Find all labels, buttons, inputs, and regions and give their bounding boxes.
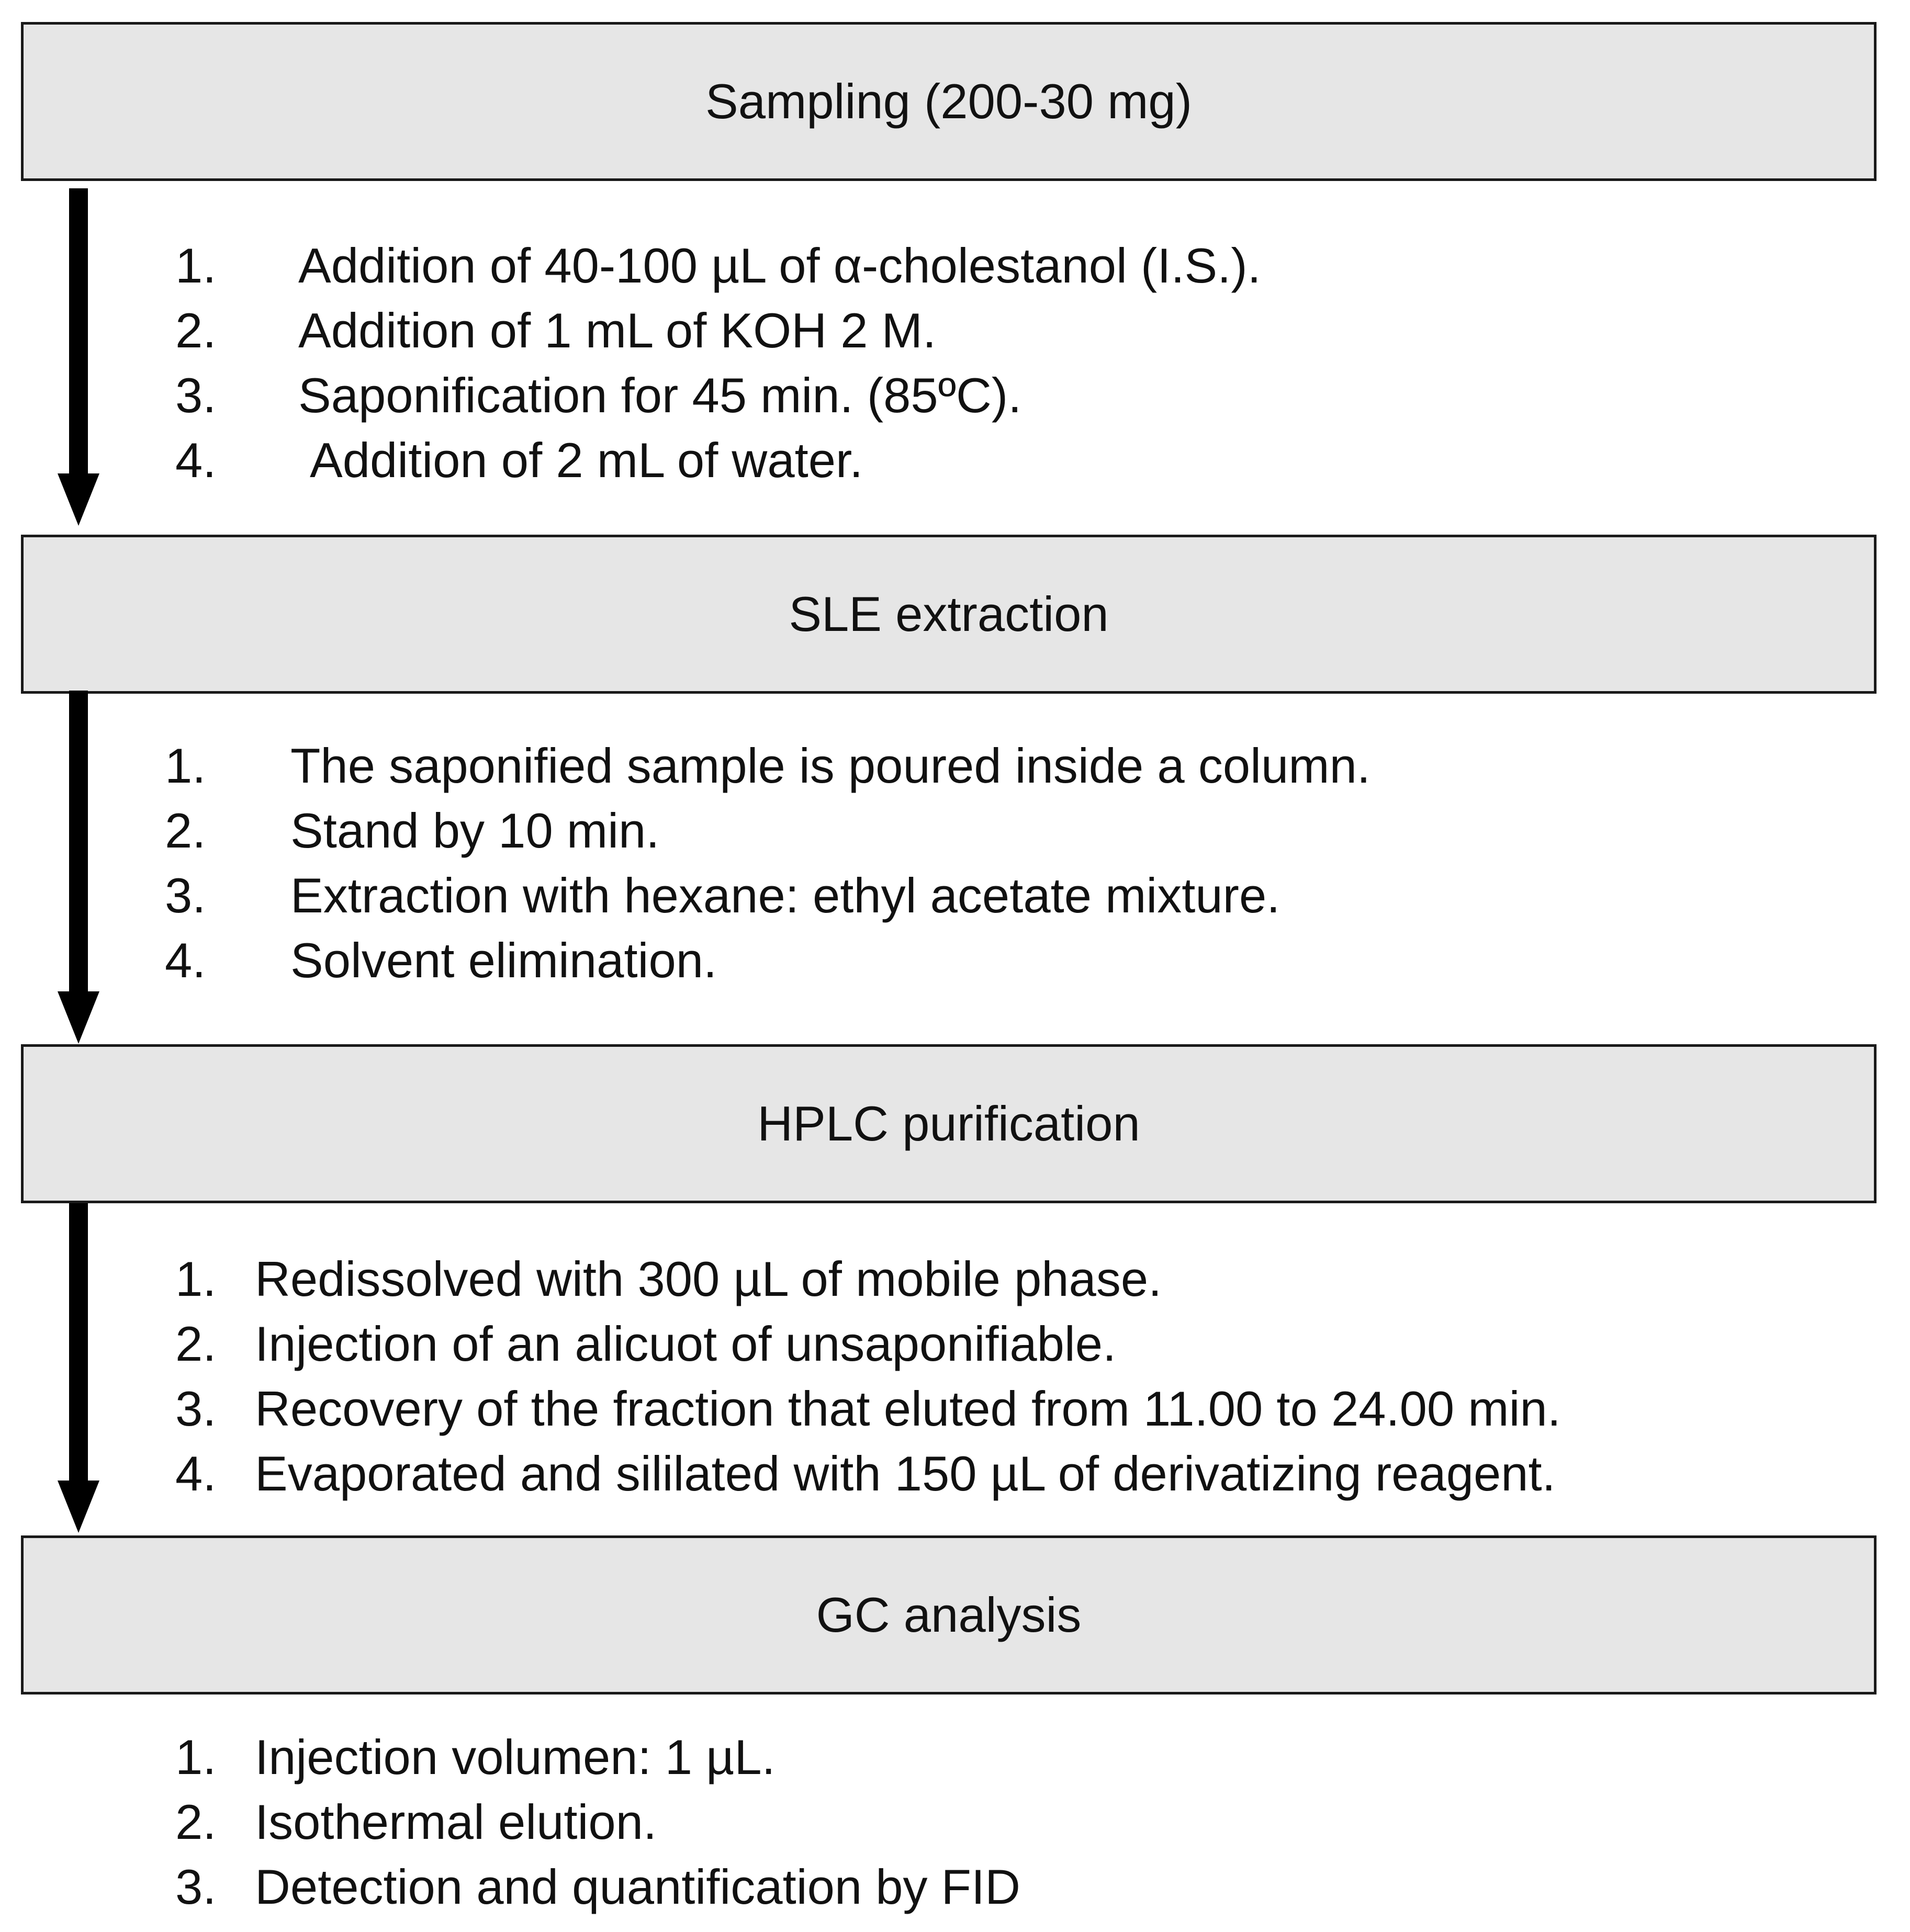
step-text: Detection and quantification by FID [255, 1859, 1021, 1914]
step-text: Saponification for 45 min. (85ºC). [298, 368, 1022, 423]
stage-box-sampling [21, 22, 1877, 181]
flow-arrow-1-shaft [69, 188, 88, 476]
step-number: 1. [175, 1730, 217, 1784]
step-text: Isothermal elution. [255, 1794, 657, 1849]
step-text: Stand by 10 min. [290, 803, 660, 858]
step-number: 3. [165, 868, 206, 923]
step-text: Injection of an alicuot of unsaponifiable. [255, 1316, 1117, 1371]
step-number: 3. [175, 1859, 217, 1914]
flow-arrow-2 [58, 691, 99, 1044]
step-number: 2. [175, 303, 217, 358]
step-number: 1. [175, 238, 217, 293]
stage-box-sle-extraction [21, 535, 1877, 694]
step-text: Extraction with hexane: ethyl acetate mixture. [290, 868, 1280, 923]
step-text: The saponified sample is poured inside a column. [290, 738, 1370, 793]
step-text: Addition of 40-100 µL of α-cholestanol (I.S.). [298, 238, 1261, 293]
step-number: 1. [175, 1251, 217, 1306]
step-number: 2. [165, 803, 206, 858]
step-number: 2. [175, 1316, 217, 1371]
flow-arrow-3-head [58, 1481, 99, 1533]
step-number: 4. [175, 1446, 217, 1501]
stage-box-gc-analysis [21, 1535, 1877, 1694]
step-number: 4. [165, 933, 206, 988]
step-number: 3. [175, 1381, 217, 1436]
flow-arrow-1 [58, 188, 99, 526]
step-number: 2. [175, 1794, 217, 1849]
stage-box-hplc-purification [21, 1044, 1877, 1203]
stage-title-gc-analysis: GC analysis [816, 1587, 1082, 1642]
step-text: Recovery of the fraction that eluted from 11.00 to 24.00 min. [255, 1381, 1561, 1436]
step-number: 4. [175, 433, 217, 488]
step-text: Redissolved with 300 µL of mobile phase. [255, 1251, 1162, 1306]
step-number: 3. [175, 368, 217, 423]
stage-title-sle-extraction: SLE extraction [789, 586, 1109, 641]
step-text: Evaporated and sililated with 150 µL of derivatizing reagent. [255, 1446, 1556, 1501]
flow-arrow-2-head [58, 991, 99, 1044]
step-text: Addition of 1 mL of KOH 2 M. [298, 303, 937, 358]
stage-title-sampling: Sampling (200-30 mg) [705, 74, 1192, 129]
flow-arrow-3-shaft [69, 1203, 88, 1483]
flow-arrow-2-shaft [69, 691, 88, 994]
step-text: Solvent elimination. [290, 933, 717, 988]
flow-arrow-3 [58, 1203, 99, 1533]
flow-arrow-1-head [58, 473, 99, 526]
stage-title-hplc-purification: HPLC purification [757, 1096, 1140, 1151]
step-text: Injection volumen: 1 µL. [255, 1730, 776, 1784]
step-text: Addition of 2 mL of water. [310, 433, 863, 488]
step-number: 1. [165, 738, 206, 793]
